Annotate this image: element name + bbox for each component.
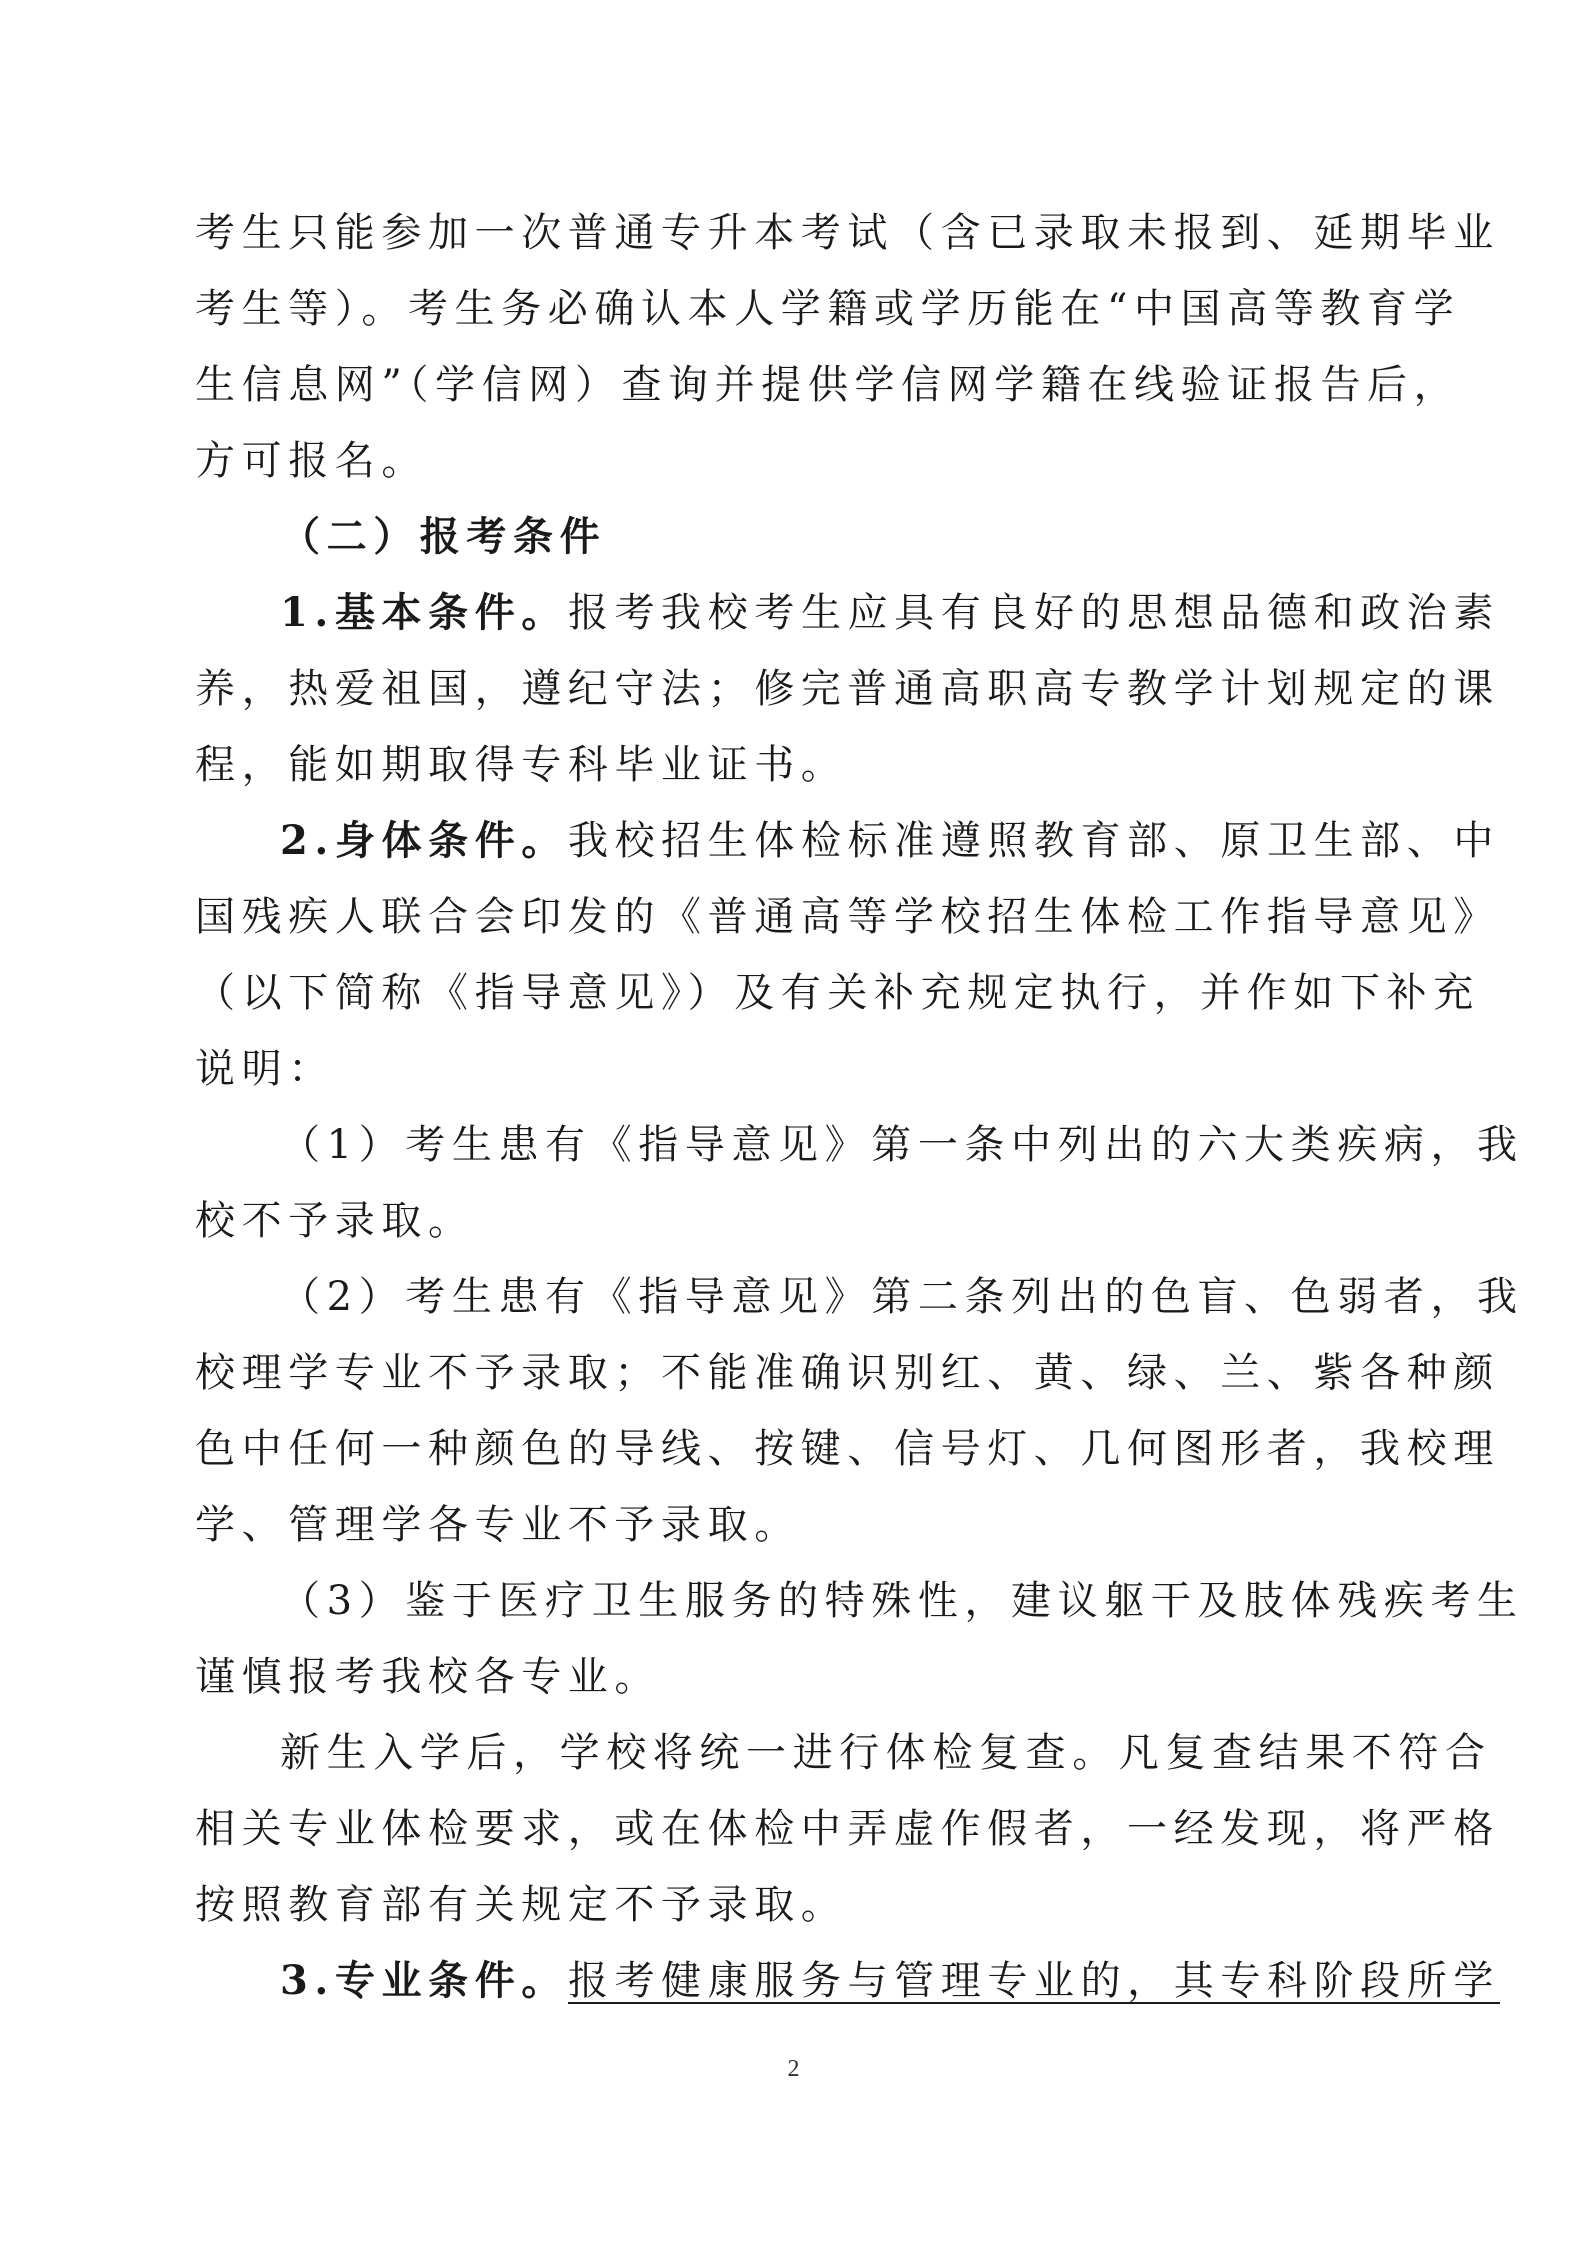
list-item: （1）考生患有《指导意见》第一条中列出的六大类疾病，我 — [280, 1122, 1524, 1168]
list-item-continuation: 色中任何一种颜色的导线、按键、信号灯、几何图形者，我校理 — [195, 1426, 1500, 1472]
physical-conditions-first-line — [195, 803, 1500, 879]
document-body — [195, 195, 1524, 2019]
paragraph-line: 程，能如期取得专科毕业证书。 — [195, 742, 848, 788]
basic-conditions-heading: 1.基本条件。 — [280, 589, 568, 636]
paragraph-line: 养，热爱祖国，遵纪守法；修完普通高职高专教学计划规定的课 — [195, 666, 1500, 712]
major-conditions-heading: 3.专业条件。 — [280, 1957, 568, 2004]
paragraph-line: 说明： — [195, 1046, 335, 1092]
list-item-continuation: 谨慎报考我校各专业。 — [195, 1654, 661, 1700]
paragraph-line: 相关专业体检要求，或在体检中弄虚作假者，一经发现，将严格 — [195, 1806, 1500, 1852]
paragraph-line: 按照教育部有关规定不予录取。 — [195, 1882, 848, 1928]
paragraph-line: 考生等）。考生务必确认本人学籍或学历能在“中国高等教育学 — [195, 286, 1461, 332]
major-conditions-first-line — [195, 1943, 1500, 2019]
section-heading: （二）报考条件 — [280, 513, 607, 560]
paragraph-line: 方可报名。 — [195, 438, 428, 484]
paragraph-line: （以下简称《指导意见》）及有关补充规定执行，并作如下补充 — [195, 970, 1480, 1016]
paragraph-line: 考生只能参加一次普通专升本考试（含已录取未报到、延期毕业 — [195, 210, 1500, 256]
list-item-continuation: 学、管理学各专业不予录取。 — [195, 1502, 801, 1548]
physical-conditions-text: 我校招生体检标准遵照教育部、原卫生部、中 — [567, 818, 1500, 864]
physical-conditions-heading: 2.身体条件。 — [280, 817, 568, 864]
basic-conditions-text: 报考我校考生应具有良好的思想品德和政治素 — [567, 590, 1500, 636]
page-number: 2 — [787, 2056, 800, 2082]
paragraph-line: 生信息网”（学信网）查询并提供学信网学籍在线验证报告后， — [195, 362, 1461, 408]
paragraph-line: 新生入学后，学校将统一进行体检复查。凡复查结果不符合 — [280, 1730, 1492, 1776]
major-conditions-text: 报考健康服务与管理专业的，其专科阶段所学 — [567, 1958, 1500, 2004]
list-item: （2）考生患有《指导意见》第二条列出的色盲、色弱者，我 — [280, 1274, 1524, 1320]
list-item: （3）鉴于医疗卫生服务的特殊性，建议躯干及肢体残疾考生 — [280, 1578, 1524, 1624]
basic-conditions-first-line — [195, 575, 1500, 651]
list-item-continuation: 校理学专业不予录取；不能准确识别红、黄、绿、兰、紫各种颜 — [195, 1350, 1500, 1396]
paragraph-line: 国残疾人联合会印发的《普通高等学校招生体检工作指导意见》 — [195, 894, 1500, 940]
list-item-continuation: 校不予录取。 — [195, 1198, 475, 1244]
